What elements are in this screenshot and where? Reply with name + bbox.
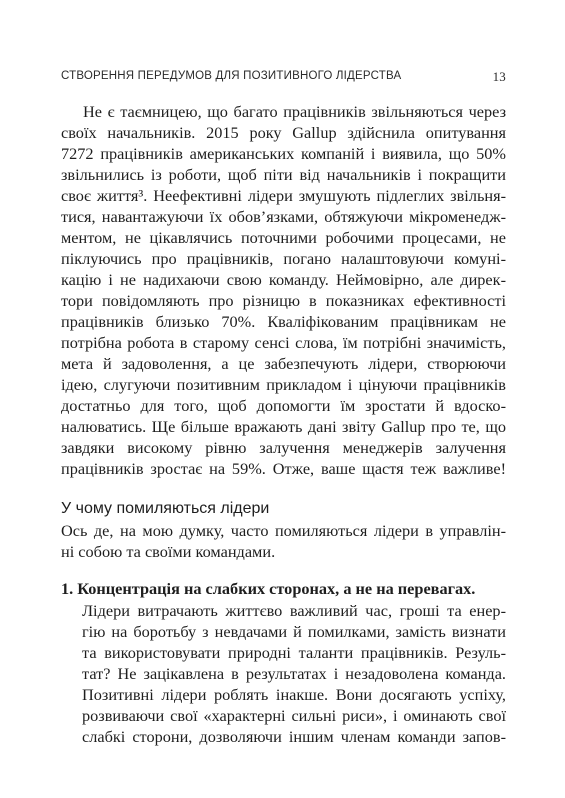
paragraph-line: 7272 працівників американських компаній і виявила, що 50% bbox=[61, 144, 506, 163]
paragraph-line: потрібна робота в старому сенсі слова, їм потрібні значимість, bbox=[61, 333, 506, 352]
paragraph-line: ні собою та своїми командами. bbox=[61, 542, 276, 561]
paragraph-line: кацію і не надихаючи свою команду. Неймовірно, але дирек- bbox=[61, 270, 506, 289]
list-item-line: гію на боротьбу з невдачами й помилками, замість визнати bbox=[82, 622, 506, 641]
page-number: 13 bbox=[492, 69, 506, 84]
running-title: СТВОРЕННЯ ПЕРЕДУМОВ ДЛЯ ПОЗИТИВНОГО ЛІДЕРСТВА bbox=[61, 70, 402, 82]
list-item-line: слабкі сторони, дозволяючи іншим членам команди запов- bbox=[82, 727, 506, 746]
paragraph-line: піклуючись про працівників, погано налаштовуючи комуні- bbox=[61, 249, 506, 268]
list-item-line: Лідери витрачають життєво важливий час, гроші та енер- bbox=[82, 601, 506, 620]
paragraph-line: працівників близько 70%. Кваліфікованим працівникам не bbox=[61, 312, 506, 331]
list-item-heading: 1. Концентрація на слабких сторонах, а не на перевагах. bbox=[61, 579, 476, 598]
paragraph-line: тори повідомляють про різницю в показниках ефективності bbox=[61, 291, 506, 310]
list-item-line: розвиваючи свої «характерні сильні риси», і оминають свої bbox=[82, 706, 506, 725]
list-item-line: та використовувати природні таланти працівників. Резуль- bbox=[82, 643, 506, 662]
paragraph-line: Не є таємницею, що багато працівників звільняються через bbox=[83, 102, 506, 121]
list-item-line: Позитивні лідери роблять інакше. Вони досягають успіху, bbox=[82, 685, 506, 704]
paragraph-line: своє життя³. Неефективні лідери змушують підлеглих звільня- bbox=[61, 186, 506, 205]
paragraph-line: мета й задоволення, а це забезпечують лідери, створюючи bbox=[61, 354, 506, 373]
paragraph-line: достатньо для того, щоб допомогти їм зростати й вдоско- bbox=[61, 396, 506, 415]
paragraph-line: звільнились із роботи, щоб піти від начальників і покращити bbox=[61, 165, 506, 184]
paragraph-line: завдяки високому рівню залучення менеджерів залучення bbox=[61, 438, 506, 457]
section-heading: У чому помиляються лідери bbox=[61, 500, 270, 517]
paragraph-line: налюватись. Ще більше вражають дані звіту Gallup про те, що bbox=[61, 417, 506, 436]
paragraph-line: тися, навантажуючи їх обов’язками, обтяжуючи мікроменедж- bbox=[61, 207, 506, 226]
paragraph-line: працівників зростає на 59%. Отже, ваше щастя теж важливе! bbox=[61, 459, 506, 478]
paragraph-line: своїх начальників. 2015 року Gallup здійснила опитування bbox=[61, 123, 506, 142]
list-item-line: тат? Не зацікавлена в результатах і незадоволена команда. bbox=[82, 664, 506, 683]
running-header bbox=[61, 70, 506, 82]
paragraph-line: Ось де, на мою думку, часто помиляються лідери в управлін- bbox=[61, 521, 506, 540]
paragraph-line: ідею, слугуючи позитивним прикладом і цінуючи працівників bbox=[61, 375, 506, 394]
paragraph-line: ментом, не цікавлячись поточними робочими процесами, не bbox=[61, 228, 506, 247]
